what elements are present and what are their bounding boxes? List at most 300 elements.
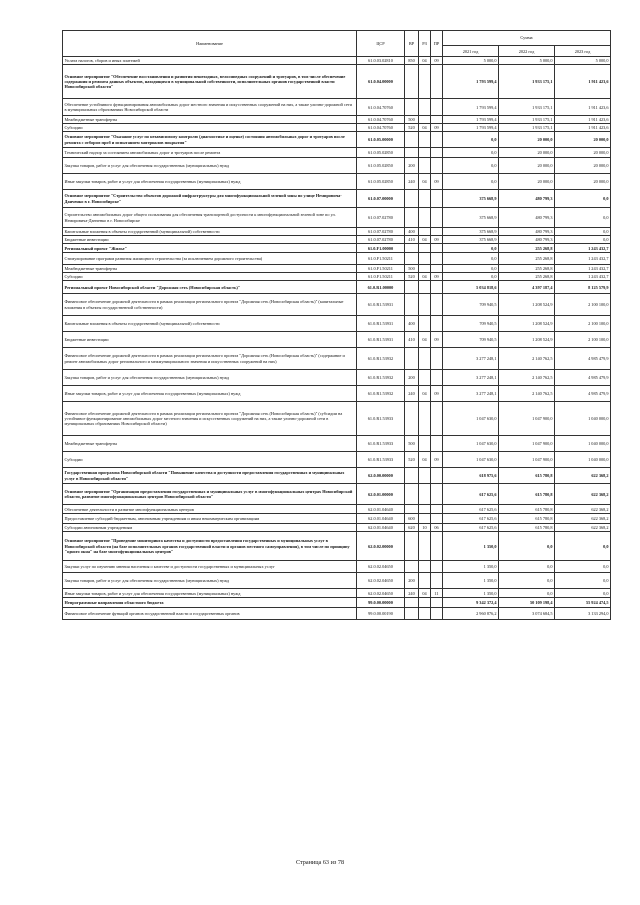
cell-csr: 62.0.02.00000 — [357, 532, 405, 561]
table-row — [63, 452, 611, 468]
cell-y3: 622 368,2 — [555, 484, 611, 505]
cell-csr: 99.0.00.00190 — [357, 608, 405, 620]
cell-y1: 617 625,6 — [443, 524, 499, 532]
header-year-2023: 2023 год — [555, 46, 611, 57]
cell-y2: 2 140 762,5 — [499, 386, 555, 402]
cell-y2: 255 268,8 — [499, 265, 555, 273]
cell-y2: 1 208 524,9 — [499, 332, 555, 348]
cell-csr: 61.0.07.02780 — [357, 208, 405, 228]
cell-rz — [419, 190, 431, 208]
cell-pr — [431, 573, 443, 589]
table-row — [63, 294, 611, 316]
cell-vr: 520 — [405, 124, 419, 132]
table-row — [63, 124, 611, 132]
cell-vr — [405, 402, 419, 436]
cell-n: Финансовое обеспечение дорожной деятельности в рамках реализации регионального проекта "Дорожная сеть (Новосибирская область)" (содержание и ремонт автомобильных дорог регионального и межмуниципального значения и искусственных сооружений на них) — [63, 348, 357, 370]
cell-pr — [431, 436, 443, 452]
cell-n: Финансовое обеспечение дорожной деятельности в рамках реализации регионального проекта "Дорожная сеть (Новосибирская область)" (субсидии на устойчивое функционирование автомобильных дорог местного значения и искусственных сооружений на них, а также улично-дорожной сети в муниципальных образованиях Новосибирской области) — [63, 402, 357, 436]
table-row — [63, 190, 611, 208]
cell-csr: 61.0.05.02850 — [357, 148, 405, 158]
cell-vr: 600 — [405, 514, 419, 524]
cell-y2: 50 109 198,4 — [499, 598, 555, 608]
cell-csr: 61.0.F1.50211 — [357, 265, 405, 273]
cell-pr: 09 — [431, 452, 443, 468]
cell-csr: 61.0.04.00000 — [357, 65, 405, 99]
table-row — [63, 244, 611, 253]
cell-n: Капитальные вложения в объекты государственной (муниципальной) собственности — [63, 228, 357, 236]
header-name: Наименование — [63, 31, 357, 57]
cell-rz — [419, 402, 431, 436]
cell-y3: 0,0 — [555, 228, 611, 236]
cell-pr: 09 — [431, 236, 443, 244]
cell-rz — [419, 65, 431, 99]
cell-y3: 1 040 000,0 — [555, 452, 611, 468]
cell-y1: 617 625,6 — [443, 484, 499, 505]
cell-rz — [419, 132, 431, 148]
header-year-2021: 2021 год — [443, 46, 499, 57]
cell-y2: 480 799,3 — [499, 190, 555, 208]
header-vr: ВР — [405, 31, 419, 57]
cell-pr: 09 — [431, 174, 443, 190]
cell-y1: 375 668,9 — [443, 236, 499, 244]
cell-vr: 200 — [405, 158, 419, 174]
cell-csr: 61.0.07.02780 — [357, 228, 405, 236]
cell-y1: 709 940,5 — [443, 316, 499, 332]
cell-rz: 10 — [419, 524, 431, 532]
cell-pr: 11 — [431, 589, 443, 598]
cell-rz: 04 — [419, 386, 431, 402]
cell-vr: 500 — [405, 116, 419, 124]
cell-rz — [419, 573, 431, 589]
cell-vr: 520 — [405, 273, 419, 281]
cell-y3: 4 985 479,9 — [555, 386, 611, 402]
cell-vr: 520 — [405, 452, 419, 468]
table-row — [63, 348, 611, 370]
cell-y3: 2 100 100,0 — [555, 294, 611, 316]
cell-rz — [419, 99, 431, 116]
cell-n: Межбюджетные трансферты — [63, 436, 357, 452]
cell-rz: 04 — [419, 589, 431, 598]
cell-y1: 618 975,6 — [443, 468, 499, 484]
cell-csr: 62.0.00.00000 — [357, 468, 405, 484]
cell-n: Бюджетные инвестиции — [63, 332, 357, 348]
cell-y3: 2 100 100,0 — [555, 316, 611, 332]
table-row — [63, 316, 611, 332]
cell-n: Государственная программа Новосибирской области "Повышение качества и доступности предоставления государственных и муниципальных услуг в Новосибирской области" — [63, 468, 357, 484]
table-row — [63, 265, 611, 273]
cell-pr — [431, 244, 443, 253]
cell-n: Закупка товаров, работ и услуг для обеспечения государственных (муниципальных) нужд — [63, 573, 357, 589]
cell-y3: 1 040 000,0 — [555, 402, 611, 436]
cell-pr — [431, 190, 443, 208]
cell-y2: 1 933 175,1 — [499, 124, 555, 132]
cell-y1: 1 350,0 — [443, 532, 499, 561]
header-csr: ЦСР — [357, 31, 405, 57]
cell-y1: 3 277 248,1 — [443, 348, 499, 370]
cell-y2: 20 000,0 — [499, 158, 555, 174]
cell-y2: 480 799,3 — [499, 208, 555, 228]
cell-csr: 61.0.05.00000 — [357, 132, 405, 148]
cell-pr — [431, 505, 443, 514]
cell-n: Иные закупки товаров, работ и услуг для обеспечения государственных (муниципальных) нужд — [63, 386, 357, 402]
cell-vr — [405, 532, 419, 561]
cell-y3: 8 125 579,9 — [555, 281, 611, 294]
cell-y2: 480 799,3 — [499, 236, 555, 244]
cell-pr: 09 — [431, 273, 443, 281]
cell-n: Субсидии автономным учреждениям — [63, 524, 357, 532]
cell-csr: 61.0.F1.50211 — [357, 273, 405, 281]
cell-vr — [405, 598, 419, 608]
table-row — [63, 253, 611, 265]
cell-y3: 20 000,0 — [555, 158, 611, 174]
table-row — [63, 236, 611, 244]
cell-y2: 0,0 — [499, 573, 555, 589]
cell-y1: 1 793 599,4 — [443, 124, 499, 132]
cell-y2: 255 268,8 — [499, 244, 555, 253]
cell-vr — [405, 484, 419, 505]
cell-n: Региональный проект Новосибирской области "Дорожная сеть (Новосибирская область)" — [63, 281, 357, 294]
cell-rz: 04 — [419, 57, 431, 65]
cell-csr: 61.0.R1.53933 — [357, 452, 405, 468]
cell-pr — [431, 99, 443, 116]
cell-pr — [431, 265, 443, 273]
cell-y3: 0,0 — [555, 573, 611, 589]
cell-y3: 1 243 432,7 — [555, 244, 611, 253]
table-row — [63, 158, 611, 174]
table-row — [63, 514, 611, 524]
cell-y2: 4 397 187,4 — [499, 281, 555, 294]
cell-vr: 240 — [405, 386, 419, 402]
cell-csr: 61.0.R1.53932 — [357, 348, 405, 370]
table-row — [63, 116, 611, 124]
cell-y1: 5 034 818,6 — [443, 281, 499, 294]
cell-vr — [405, 132, 419, 148]
cell-y2: 1 047 900,0 — [499, 436, 555, 452]
table-row — [63, 532, 611, 561]
table-row — [63, 174, 611, 190]
cell-n: Технический надзор за состоянием автомобильных дорог и тротуаров после ремонта — [63, 148, 357, 158]
budget-table — [62, 30, 611, 620]
cell-vr: 500 — [405, 265, 419, 273]
cell-pr — [431, 228, 443, 236]
cell-pr — [431, 158, 443, 174]
table-row — [63, 332, 611, 348]
cell-csr: 61.0.04.70760 — [357, 116, 405, 124]
cell-csr: 61.0.05.02850 — [357, 174, 405, 190]
table-row — [63, 598, 611, 608]
cell-n: Региональный проект "Жилье" — [63, 244, 357, 253]
cell-y1: 3 277 248,1 — [443, 386, 499, 402]
cell-y3: 622 368,2 — [555, 505, 611, 514]
cell-y1: 0,0 — [443, 273, 499, 281]
cell-y1: 709 940,5 — [443, 294, 499, 316]
cell-pr — [431, 402, 443, 436]
cell-rz — [419, 598, 431, 608]
cell-pr: 09 — [431, 386, 443, 402]
header-rz: РЗ — [419, 31, 431, 57]
cell-vr: 620 — [405, 524, 419, 532]
cell-vr: 410 — [405, 236, 419, 244]
cell-rz: 04 — [419, 332, 431, 348]
cell-csr: 61.0.R1.53931 — [357, 316, 405, 332]
cell-y3: 1 911 423,6 — [555, 65, 611, 99]
cell-n: Основное мероприятие "Оказание услуг по независимому контролю (диагностике и оценке) состояния автомобильных дорог и тротуаров после ремонта с отбором проб и испытанием материалов покрытия" — [63, 132, 357, 148]
cell-pr — [431, 561, 443, 573]
cell-rz — [419, 484, 431, 505]
cell-y2: 480 799,3 — [499, 228, 555, 236]
table-row — [63, 589, 611, 598]
cell-y2: 615 780,8 — [499, 505, 555, 514]
table-row — [63, 148, 611, 158]
cell-pr — [431, 484, 443, 505]
cell-n: Уплата налогов, сборов и иных платежей — [63, 57, 357, 65]
budget-table-page — [62, 30, 610, 620]
table-row — [63, 228, 611, 236]
cell-pr — [431, 370, 443, 386]
table-row — [63, 99, 611, 116]
cell-y2: 1 933 175,1 — [499, 99, 555, 116]
cell-rz — [419, 253, 431, 265]
cell-y2: 1 047 900,0 — [499, 452, 555, 468]
cell-vr: 400 — [405, 228, 419, 236]
cell-pr — [431, 348, 443, 370]
page-number: Страница 63 из 78 — [295, 859, 345, 866]
cell-y3: 0,0 — [555, 561, 611, 573]
cell-y2: 255 268,8 — [499, 253, 555, 265]
cell-y3: 1 243 432,7 — [555, 273, 611, 281]
cell-y3: 1 243 432,7 — [555, 265, 611, 273]
cell-y1: 375 668,9 — [443, 190, 499, 208]
table-row — [63, 57, 611, 65]
cell-vr — [405, 281, 419, 294]
cell-y1: 0,0 — [443, 174, 499, 190]
cell-y1: 375 668,9 — [443, 208, 499, 228]
cell-pr: 09 — [431, 124, 443, 132]
cell-y3: 4 985 479,9 — [555, 370, 611, 386]
cell-csr: 62.0.01.04640 — [357, 514, 405, 524]
cell-pr — [431, 148, 443, 158]
table-row — [63, 386, 611, 402]
cell-y3: 1 911 423,6 — [555, 116, 611, 124]
cell-vr — [405, 190, 419, 208]
cell-y2: 0,0 — [499, 589, 555, 598]
table-row — [63, 436, 611, 452]
cell-y3: 622 368,2 — [555, 514, 611, 524]
cell-csr: 61.0.03.02810 — [357, 57, 405, 65]
cell-n: Финансовое обеспечение дорожной деятельности в рамках реализации регионального проекта "Дорожная сеть (Новосибирская область)" (капитальные вложения в объекты государственной собственности) — [63, 294, 357, 316]
cell-n: Иные закупки товаров, работ и услуг для обеспечения государственных (муниципальных) нужд — [63, 589, 357, 598]
cell-rz — [419, 294, 431, 316]
cell-n: Основное мероприятие "Организация предоставления государственных и муниципальных услуг в многофункциональных центрах Новосибирской области, развитие многофункциональных центров Новосибирской области" — [63, 484, 357, 505]
table-row — [63, 608, 611, 620]
cell-csr: 61.0.R1.53931 — [357, 332, 405, 348]
cell-pr — [431, 514, 443, 524]
cell-y3: 4 985 479,9 — [555, 348, 611, 370]
table-row — [63, 524, 611, 532]
cell-y2: 255 268,8 — [499, 273, 555, 281]
cell-y2: 0,0 — [499, 561, 555, 573]
cell-rz — [419, 208, 431, 228]
cell-y1: 709 940,5 — [443, 332, 499, 348]
cell-csr: 61.0.07.00000 — [357, 190, 405, 208]
table-row — [63, 208, 611, 228]
cell-vr — [405, 99, 419, 116]
cell-y1: 1 793 599,4 — [443, 99, 499, 116]
cell-y3: 1 911 423,6 — [555, 124, 611, 132]
cell-n: Капитальные вложения в объекты государственной (муниципальной) собственности — [63, 316, 357, 332]
cell-n: Закупка товаров, работ и услуг для обеспечения государственных (муниципальных) нужд — [63, 370, 357, 386]
cell-y2: 1 047 900,0 — [499, 402, 555, 436]
cell-n: Основное мероприятие "Строительство объектов дорожной инфраструктуры для многофункциональной зеленой зоны по улице Немировича-Данченко в г. Новосибирске" — [63, 190, 357, 208]
cell-y1: 617 625,6 — [443, 505, 499, 514]
cell-y3: 20 000,0 — [555, 148, 611, 158]
cell-pr: 09 — [431, 57, 443, 65]
cell-csr: 62.0.01.00000 — [357, 484, 405, 505]
cell-y2: 2 140 762,5 — [499, 348, 555, 370]
cell-vr — [405, 608, 419, 620]
cell-y3: 1 243 432,7 — [555, 253, 611, 265]
cell-y1: 1 350,0 — [443, 561, 499, 573]
table-row — [63, 402, 611, 436]
cell-csr: 62.0.02.04650 — [357, 589, 405, 598]
cell-pr — [431, 532, 443, 561]
cell-pr — [431, 281, 443, 294]
cell-csr: 62.0.01.04640 — [357, 505, 405, 514]
cell-pr — [431, 294, 443, 316]
cell-rz: 04 — [419, 236, 431, 244]
cell-csr: 61.0.F1.50211 — [357, 253, 405, 265]
cell-n: Основное мероприятие "Обеспечение восстановления и развития пешеходных, велосипедных сооружений и тротуаров, в том числе обеспечение содержания и ремонта данных объектов, находящихся в муниципальной собственности, исполнительных органов государственной власти Новосибирской области" — [63, 65, 357, 99]
cell-y1: 375 668,9 — [443, 228, 499, 236]
cell-y3: 5 000,0 — [555, 57, 611, 65]
cell-csr: 61.0.R1.00000 — [357, 281, 405, 294]
cell-y3: 622 368,2 — [555, 468, 611, 484]
cell-csr: 61.0.R1.53933 — [357, 402, 405, 436]
cell-y2: 615 780,8 — [499, 484, 555, 505]
table-row — [63, 505, 611, 514]
cell-rz — [419, 316, 431, 332]
cell-y3: 0,0 — [555, 208, 611, 228]
cell-pr — [431, 132, 443, 148]
cell-rz — [419, 348, 431, 370]
cell-y2: 1 208 524,9 — [499, 316, 555, 332]
cell-vr — [405, 253, 419, 265]
cell-y3: 3 133 294,0 — [555, 608, 611, 620]
cell-pr — [431, 65, 443, 99]
cell-y3: 2 100 100,0 — [555, 332, 611, 348]
cell-y1: 1 350,0 — [443, 589, 499, 598]
cell-vr — [405, 148, 419, 158]
cell-y3: 1 040 000,0 — [555, 436, 611, 452]
cell-pr: 06 — [431, 524, 443, 532]
cell-n: Бюджетные инвестиции — [63, 236, 357, 244]
cell-n: Обеспечение деятельности в развитие многофункциональных центров — [63, 505, 357, 514]
cell-y2: 615 780,8 — [499, 524, 555, 532]
cell-n: Субсидии — [63, 124, 357, 132]
cell-n: Иные закупки товаров, работ и услуг для обеспечения государственных (муниципальных) нужд — [63, 174, 357, 190]
cell-y1: 0,0 — [443, 265, 499, 273]
table-row — [63, 273, 611, 281]
cell-vr — [405, 505, 419, 514]
cell-csr: 61.0.F1.00000 — [357, 244, 405, 253]
cell-y3: 1 911 423,6 — [555, 99, 611, 116]
table-row — [63, 484, 611, 505]
cell-pr — [431, 316, 443, 332]
cell-y2: 20 000,0 — [499, 174, 555, 190]
cell-y2: 5 000,0 — [499, 57, 555, 65]
cell-csr: 62.0.02.04650 — [357, 561, 405, 573]
cell-csr: 62.0.01.04640 — [357, 524, 405, 532]
cell-csr: 61.0.R1.53933 — [357, 436, 405, 452]
cell-y1: 0,0 — [443, 158, 499, 174]
cell-n: Финансовое обеспечение функций органов государственной власти и государственных органов — [63, 608, 357, 620]
cell-vr — [405, 561, 419, 573]
table-row — [63, 573, 611, 589]
cell-y3: 0,0 — [555, 190, 611, 208]
cell-y2: 20 000,0 — [499, 132, 555, 148]
cell-rz — [419, 505, 431, 514]
cell-n: Основное мероприятие "Проведение мониторинга качества и доступности предоставления государственных и муниципальных услуг в Новосибирской области (на базе исполнительных органов государственной власти и органов местного самоуправления), в том числе по принципу "одного окна" на базе многофункциональных центров" — [63, 532, 357, 561]
cell-csr: 61.0.R1.53932 — [357, 386, 405, 402]
cell-vr: 200 — [405, 370, 419, 386]
table-row — [63, 370, 611, 386]
cell-csr: 61.0.R1.53932 — [357, 370, 405, 386]
cell-y1: 1 047 630,0 — [443, 436, 499, 452]
cell-rz — [419, 116, 431, 124]
cell-y1: 1 793 599,4 — [443, 116, 499, 124]
cell-rz — [419, 436, 431, 452]
cell-n: Субсидии — [63, 452, 357, 468]
cell-pr — [431, 598, 443, 608]
cell-vr: 850 — [405, 57, 419, 65]
cell-vr: 240 — [405, 589, 419, 598]
cell-y1: 1 350,0 — [443, 573, 499, 589]
header-sum: Сумма — [443, 31, 611, 46]
cell-y3: 55 924 474,5 — [555, 598, 611, 608]
cell-rz — [419, 265, 431, 273]
cell-y1: 1 047 630,0 — [443, 402, 499, 436]
cell-rz: 04 — [419, 174, 431, 190]
cell-y1: 3 277 248,1 — [443, 370, 499, 386]
cell-pr — [431, 468, 443, 484]
cell-y2: 1 933 175,1 — [499, 116, 555, 124]
cell-rz — [419, 468, 431, 484]
cell-vr — [405, 244, 419, 253]
cell-rz — [419, 228, 431, 236]
table-row — [63, 561, 611, 573]
cell-vr — [405, 468, 419, 484]
cell-y1: 9 342 372,4 — [443, 598, 499, 608]
table-row — [63, 65, 611, 99]
cell-y2: 1 208 524,9 — [499, 294, 555, 316]
cell-csr: 61.0.07.02780 — [357, 236, 405, 244]
cell-vr — [405, 208, 419, 228]
cell-rz — [419, 148, 431, 158]
cell-n: Строительство автомобильных дорог общего пользования для обеспечения транспортной доступности к многофункциональной зеленой зоне по ул. Немировича-Данченко в г. Новосибирске — [63, 208, 357, 228]
cell-y2: 615 780,8 — [499, 514, 555, 524]
cell-y2: 1 933 175,1 — [499, 65, 555, 99]
cell-csr: 61.0.R1.53931 — [357, 294, 405, 316]
table-row — [63, 281, 611, 294]
cell-y3: 0,0 — [555, 589, 611, 598]
cell-pr — [431, 253, 443, 265]
cell-n: Предоставление субсидий бюджетным, автономным учреждениям и иным некоммерческим организациям — [63, 514, 357, 524]
cell-rz: 04 — [419, 452, 431, 468]
cell-n: Обеспечение устойчивого функционирования автомобильных дорог местного значения и искусственных сооружений на них, а также улично-дорожной сети в муниципальных образованиях Новосибирской области — [63, 99, 357, 116]
cell-pr — [431, 116, 443, 124]
cell-y3: 622 368,2 — [555, 524, 611, 532]
cell-y3: 20 000,0 — [555, 174, 611, 190]
